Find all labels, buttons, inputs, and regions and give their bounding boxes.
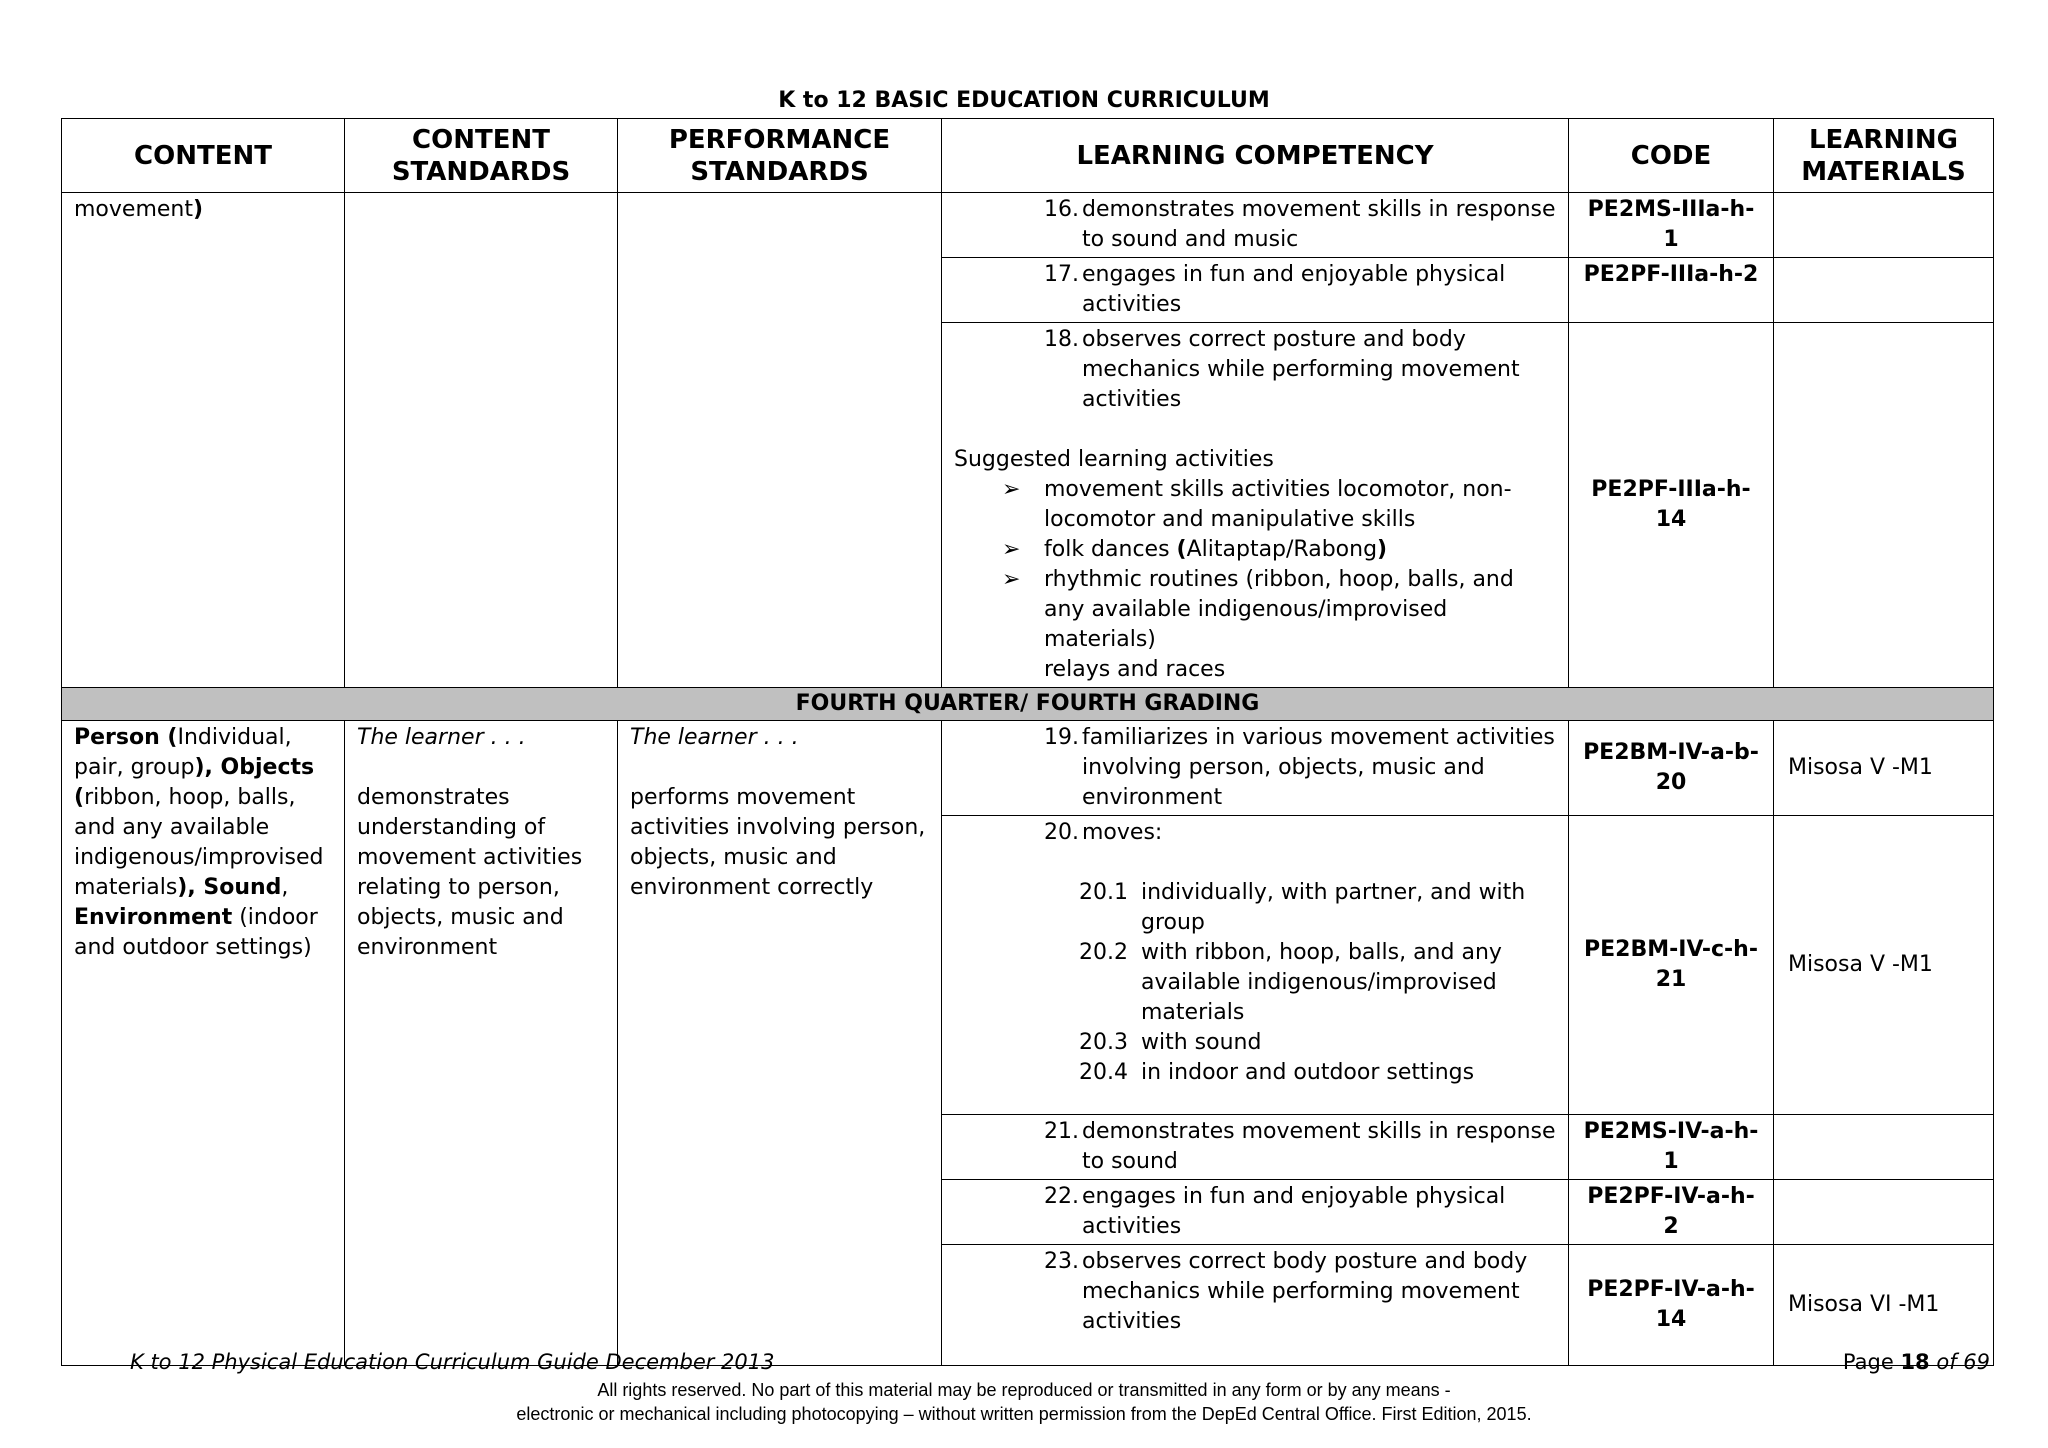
competency-text: engages in fun and enjoyable physical activities <box>1082 1184 1506 1239</box>
table-row <box>62 193 1994 258</box>
materials-cell: Misosa VI -M1 <box>1774 1245 1994 1366</box>
competency-text: familiarizes in various movement activities involving person, objects, music and environment <box>1082 725 1555 810</box>
quarter-row <box>62 688 1994 721</box>
competency-cell <box>942 258 1569 323</box>
suggested-activities-label: Suggested learning activities <box>954 447 1274 472</box>
code-cell: PE2BM-IV-c-h-21 <box>1569 816 1774 1115</box>
sub-item-number: 20.3 <box>1079 1030 1128 1055</box>
content-standard-text: demonstrates understanding of movement activities relating to person, objects, music and environment <box>357 785 583 960</box>
competency-number: 21. <box>1044 1119 1079 1144</box>
bullet-arrow-icon: ➢ <box>1002 537 1021 562</box>
header-content: CONTENT <box>62 119 345 193</box>
code-cell: PE2BM-IV-a-b-20 <box>1569 721 1774 816</box>
code-cell: PE2MS-IV-a-h-1 <box>1569 1115 1774 1180</box>
sub-item-text: individually, with partner, and with group <box>1141 880 1526 935</box>
code-cell: PE2PF-IV-a-h-2 <box>1569 1180 1774 1245</box>
competency-text: demonstrates movement skills in response to sound and music <box>1082 197 1556 252</box>
performance-standards-cell <box>618 193 942 688</box>
table-row <box>62 721 1994 816</box>
competency-cell <box>942 721 1569 816</box>
bullet-arrow-icon: ➢ <box>1002 477 1021 502</box>
competency-cell <box>942 1180 1569 1245</box>
competency-text: demonstrates movement skills in response to sound <box>1082 1119 1556 1174</box>
header-content-standards: CONTENT STANDARDS <box>345 119 618 193</box>
competency-number: 23. <box>1044 1249 1079 1274</box>
competency-text: observes correct body posture and body mechanics while performing movement activities <box>1082 1249 1528 1334</box>
header-performance-standards: PERFORMANCE STANDARDS <box>618 119 942 193</box>
footer-rights-line-1: All rights reserved. No part of this material may be reproduced or transmitted in any form or by any means - <box>597 1380 1451 1400</box>
header-row <box>62 119 1994 193</box>
footer-rights-line-2: electronic or mechanical including photocopying – without written permission from the DepEd Central Office. First Edition, 2015. <box>516 1404 1532 1424</box>
quarter-label: FOURTH QUARTER/ FOURTH GRADING <box>62 688 1994 721</box>
code-cell: PE2PF-IIIa-h-14 <box>1569 323 1774 688</box>
materials-cell: Misosa V -M1 <box>1774 721 1994 816</box>
header-code: CODE <box>1569 119 1774 193</box>
materials-cell: Misosa V -M1 <box>1774 816 1994 1115</box>
header-learning-materials: LEARNING MATERIALS <box>1774 119 1994 193</box>
sub-item-number: 20.1 <box>1079 880 1128 905</box>
competency-text: observes correct posture and body mechanics while performing movement activities <box>1082 327 1520 412</box>
competency-number: 18. <box>1044 327 1079 352</box>
sub-item-number: 20.4 <box>1079 1060 1128 1085</box>
competency-cell <box>942 816 1569 1115</box>
competency-number: 17. <box>1044 262 1079 287</box>
materials-cell <box>1774 1115 1994 1180</box>
competency-cell <box>942 193 1569 258</box>
competency-cell <box>942 1115 1569 1180</box>
bullet-text: folk dances (Alitaptap/Rabong) <box>1044 537 1388 562</box>
competency-cell <box>942 323 1569 688</box>
materials-cell <box>1774 323 1994 688</box>
bullet-text: movement skills activities locomotor, non-locomotor and manipulative skills <box>1044 477 1512 532</box>
content-cell <box>62 193 345 688</box>
code-cell: PE2PF-IIIa-h-2 <box>1569 258 1774 323</box>
header-learning-competency: LEARNING COMPETENCY <box>942 119 1569 193</box>
page-title: K to 12 BASIC EDUCATION CURRICULUM <box>778 88 1270 113</box>
bullet-text: rhythmic routines (ribbon, hoop, balls, and any available indigenous/improvised materials) <box>1044 567 1514 652</box>
learner-intro: The learner . . . <box>357 725 526 750</box>
competency-text: moves: <box>1082 820 1163 845</box>
sub-item-text: in indoor and outdoor settings <box>1141 1060 1475 1085</box>
competency-number: 19. <box>1044 725 1079 750</box>
footer-guide-title: K to 12 Physical Education Curriculum Guide December 2013 <box>130 1350 775 1374</box>
content-text: ) <box>192 197 204 222</box>
competency-number: 22. <box>1044 1184 1079 1209</box>
code-cell: PE2PF-IV-a-h-14 <box>1569 1245 1774 1366</box>
content-cell: Person (Individual, pair, group), Objects (ribbon, hoop, balls, and any available indigenous/improvised materials), Sound, Environment (indoor and outdoor settings) <box>62 721 345 1366</box>
sub-item-text: with sound <box>1141 1030 1262 1055</box>
competency-number: 16. <box>1044 197 1079 222</box>
sub-item-number: 20.2 <box>1079 940 1128 965</box>
learner-intro: The learner . . . <box>630 725 799 750</box>
competency-number: 20. <box>1044 820 1079 845</box>
materials-cell <box>1774 1180 1994 1245</box>
performance-standards-cell <box>618 721 942 1366</box>
materials-cell <box>1774 193 1994 258</box>
performance-standard-text: performs movement activities involving person, objects, music and environment correctly <box>630 785 926 900</box>
content-text: movement <box>74 197 193 222</box>
trailing-activity: relays and races <box>1044 657 1226 682</box>
content-standards-cell <box>345 721 618 1366</box>
content-standards-cell <box>345 193 618 688</box>
code-cell: PE2MS-IIIa-h-1 <box>1569 193 1774 258</box>
competency-cell <box>942 1245 1569 1366</box>
sub-item-text: with ribbon, hoop, balls, and any available indigenous/improvised materials <box>1141 940 1502 1025</box>
materials-cell <box>1774 258 1994 323</box>
bullet-arrow-icon: ➢ <box>1002 567 1021 592</box>
footer-page-number: Page 18 of 69 <box>1842 1350 1990 1374</box>
competency-text: engages in fun and enjoyable physical activities <box>1082 262 1506 317</box>
curriculum-table <box>61 118 1994 1366</box>
